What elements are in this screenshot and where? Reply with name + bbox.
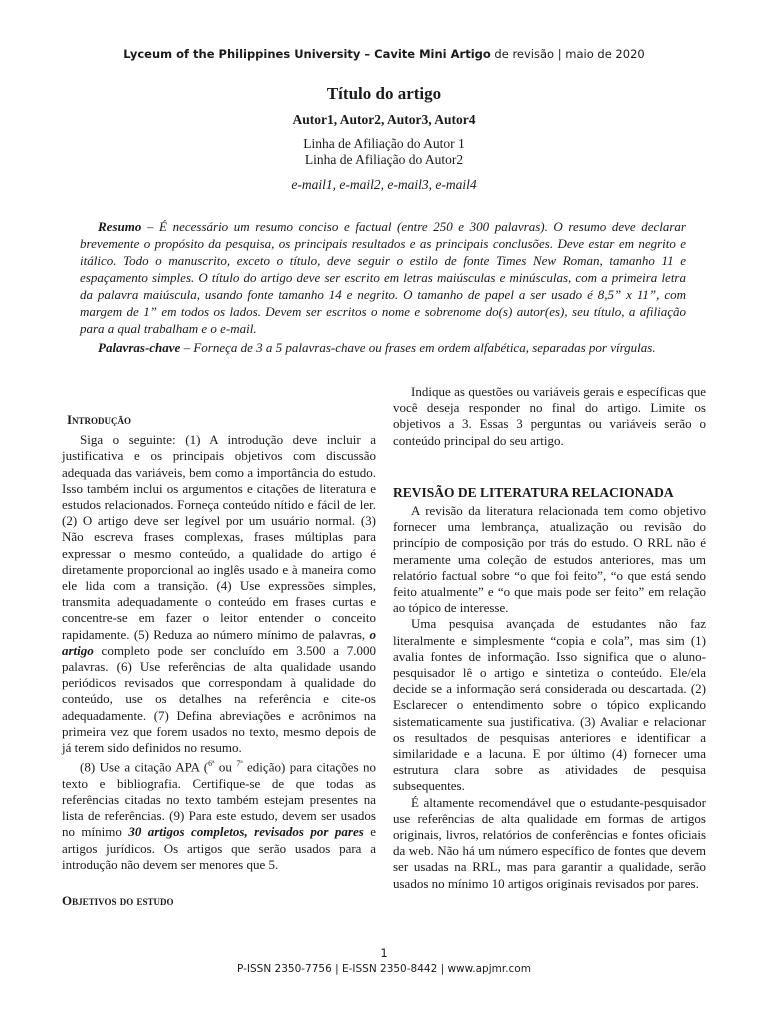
keywords-label: Palavras-chave xyxy=(98,340,181,355)
affiliation-2: Linha de Afiliação do Autor2 xyxy=(304,152,464,167)
article-title: Título do artigo xyxy=(326,84,442,103)
intro-paragraph-1 xyxy=(62,432,376,756)
edition-sup-1: 6ª xyxy=(208,759,215,769)
intro-paragraph-2 xyxy=(62,756,376,873)
objectives-heading: Objetivos do estudo xyxy=(62,893,174,909)
intro-p2-text-end: e artigos jurídicos. Os artigos que serão usados para a introdução não devem ser menores que 5. xyxy=(62,824,376,872)
keywords xyxy=(80,339,686,356)
review-paragraph-3: É altamente recomendável que o estudante-pesquisador use referências de alta qualidade em formas de artigos originais, livros, relatórios de conferências e fontes oficiais da web. Não há um número específico de fontes que devem ser usadas na RRL, mas para garantir a qualidade, serão usados no mínimo 10 artigos originais revisados por pares. xyxy=(393,794,706,891)
objectives-paragraph: Indique as questões ou variáveis gerais e específicas que você deseja responder no final do artigo. Limite os objetivos a 3. Essas 3 perguntas ou variáveis serão o conteúdo principal do seu artigo. xyxy=(393,384,706,448)
keywords-text: – Forneça de 3 a 5 palavras-chave ou frases em ordem alfabética, separadas por vírgulas. xyxy=(180,340,656,355)
running-header xyxy=(0,47,768,61)
intro-p2-text-cont: edição) para citações no texto e bibliografia. Certifique-se de que todas as referências citadas no texto também estejam presentes na lista de referências. (9) Para este estudo, devem ser usados no mínimo xyxy=(62,759,376,840)
abstract xyxy=(80,218,686,337)
intro-p1-text-cont: completo pode ser concluído em 3.500 a 7.000 palavras. (6) Use referências de alta qualidade usando periódicos revisados que correspondam à qualidade do conteúdo, use os detalhes na referência e cite-os adequadamente. (7) Defina abreviações e acrônimos na primeira vez que forem usados no texto, mesmo depois de já terem sido definidos no resumo. xyxy=(62,642,376,756)
review-paragraph-1: A revisão da literatura relacionada tem como objetivo fornecer uma lembrança, atualização ou revisão do princípio de composição por trás do estudo. O RRL não é meramente uma coleção de estudos anteriores, mas um relatório factual sobre “o que foi feito”, “o que está sendo feito atualmente” e “o que mais pode ser feito” em relação ao tópico de interesse. xyxy=(393,503,706,616)
header-issue: de revisão | maio de 2020 xyxy=(490,47,645,61)
review-paragraph-2: Uma pesquisa avançada de estudantes não faz literalmente e simplesmente “copia e cola”, mas sim (1) avalia fontes de informação. Isso significa que o aluno-pesquisador lê o artigo e sintetiza o conteúdo. Ele/ela decide se a informação será considerada ou descartada. (2) Esclarecer o entendimento sobre o tópico explicando sistematicamente sua justificativa. (3) Avaliar e relacionar os resultados de pesquisas anteriores e identificar a similaridade e a lacuna. E por último (4) fornecer uma estrutura clara sobre as atividades de pesquisa subsequentes. xyxy=(393,616,706,794)
footer-issn: P-ISSN 2350-7756 | E-ISSN 2350-8442 | www.apjmr.com xyxy=(237,963,531,975)
abstract-text: – É necessário um resumo conciso e factual (entre 250 e 300 palavras). O resumo deve declarar brevemente o propósito da pesquisa, os principais resultados e as principais conclusões. Deve estar em negrito e itálico. Todo o manuscrito, exceto o título, deve seguir o estilo de fonte Times New Roman, tamanho 11 e espaçamento simples. O título do artigo deve ser escrito em letras maiúsculas e minúsculas, com a primeira letra da palavra maiúscula, usando fonte tamanho 14 e negrito. O tamanho de papel a ser usado é 8,5” x 11”, com margem de 1” em todos os lados. Devem ser escritos o nome e sobrenome do(s) autor(es), seu título, a afiliação para a qual trabalham e o e-mail. xyxy=(80,219,686,336)
intro-p2-text: (8) Use a citação APA ( xyxy=(80,759,209,775)
intro-p2-emphasis: 30 artigos completos, revisados por pares xyxy=(128,824,364,840)
affiliation-1: Linha de Afiliação do Autor 1 xyxy=(303,136,465,151)
review-heading: REVISÃO DE LITERATURA RELACIONADA xyxy=(393,484,674,500)
right-column xyxy=(393,384,706,892)
author-emails: e-mail1, e-mail2, e-mail3, e-mail4 xyxy=(291,177,477,192)
intro-p1-emphasis: o artigo xyxy=(62,626,376,658)
intro-p1-text: Siga o seguinte: (1) A introdução deve incluir a justificativa e os principais objetivos com discussão adequada das variáveis, bem como a importância do estudo. Isso também inclui os argumentos e citações de literatura e estudos relacionados. Forneça conteúdo nítido e fácil de ler. (2) O artigo deve ser legível por um usuário normal. (3) Não escreva frases complexas, frases múltiplas para expressar o mesmo conteúdo, a qualidade do artigo é diretamente proporcional ao inglês usado e à maneira como ele lida com a transição. (4) Use expressões simples, transmita adequadamente o conteúdo em frases curtas e concentre-se em fazer o leitor entender o conceito rapidamente. (5) Reduza ao número mínimo de palavras, xyxy=(62,432,376,642)
edition-sup-2: 7ª xyxy=(236,759,243,769)
page-number: 1 xyxy=(380,946,388,960)
affiliations xyxy=(0,136,768,168)
left-column xyxy=(62,384,376,909)
author-list: Autor1, Autor2, Autor3, Autor4 xyxy=(292,112,476,127)
abstract-label: Resumo xyxy=(98,219,142,234)
introduction-heading: Introdução xyxy=(67,412,132,427)
header-journal: Lyceum of the Philippines University – Cavite Mini Artigo xyxy=(123,47,491,61)
intro-p2-or: ou xyxy=(214,759,237,775)
